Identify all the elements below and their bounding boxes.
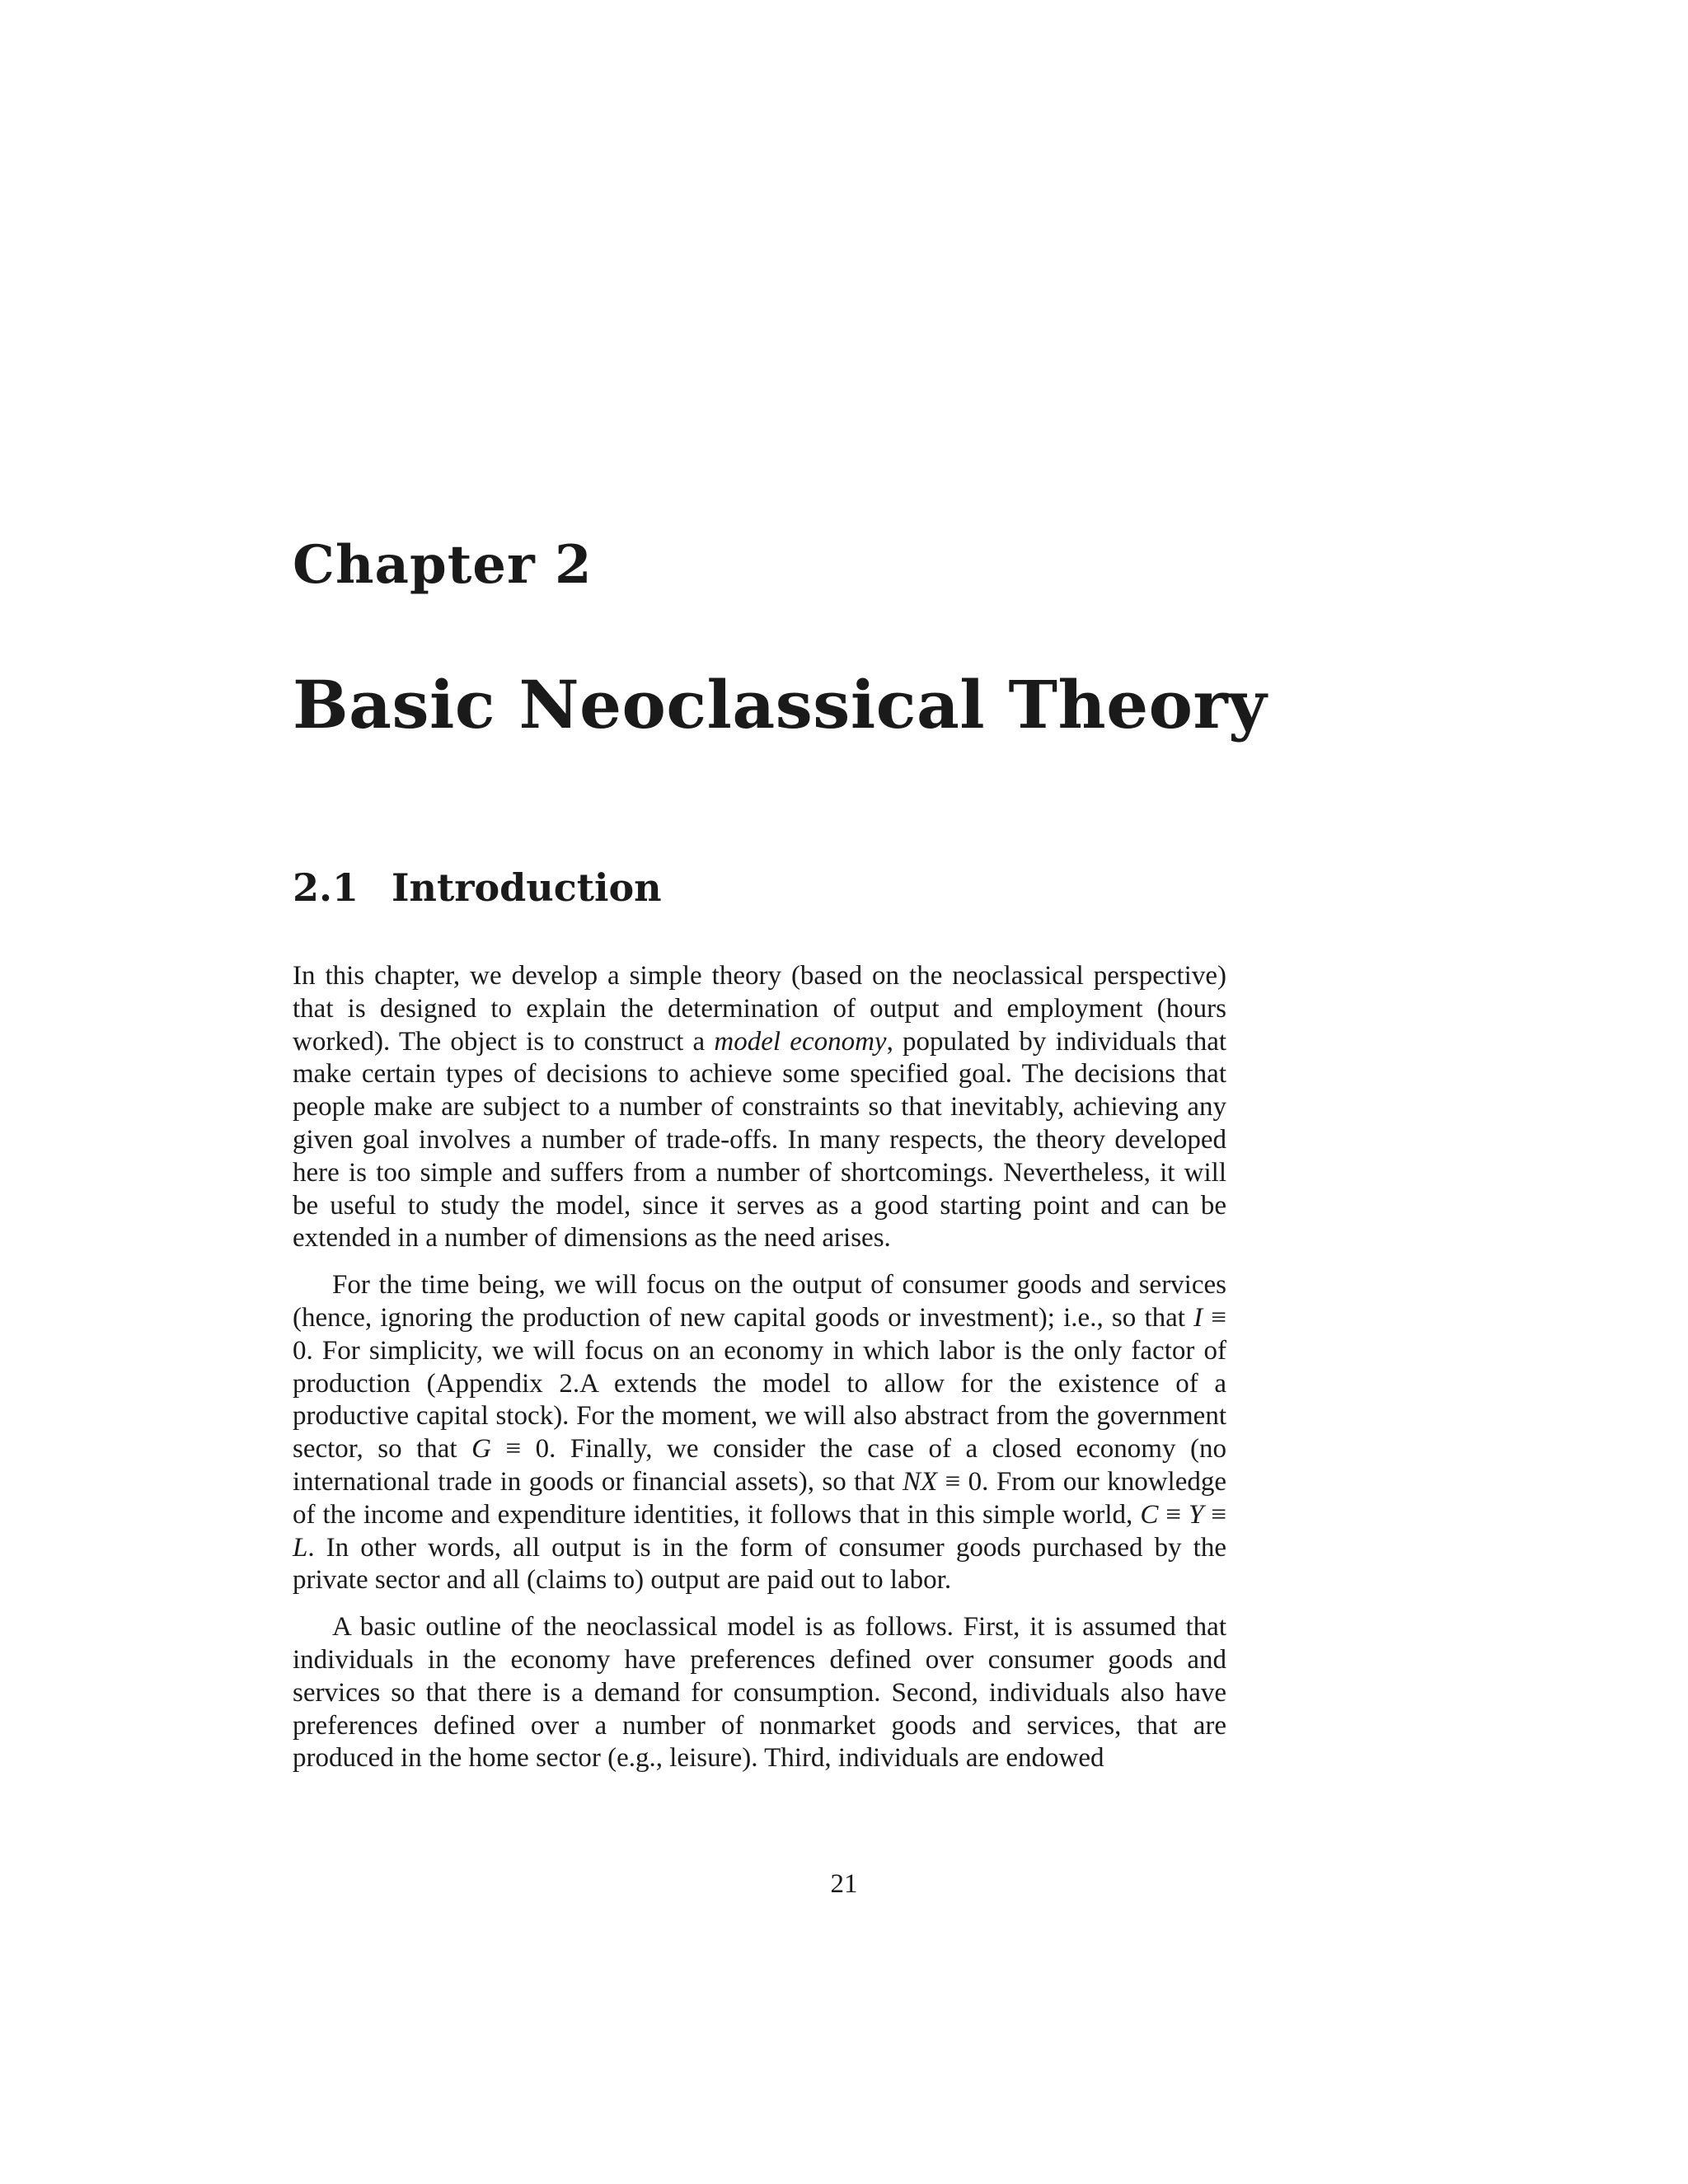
math-variable-y: Y (1189, 1499, 1204, 1530)
text-run: A basic outline of the neoclassical model is as follows. First, it is assumed that individuals in the economy have preferences defined over consumer goods and services so that there is a demand for consumption. Second, individuals also have preferences defined over a number of nonmarket goods and services, that are produced in the home sector (e.g., leisure). Third, individuals are endowed (293, 1612, 1226, 1774)
text-run: , populated by individuals that make certain types of decisions to achieve some specified goal. The decisions that people make are subject to a number of constraints so that inevitably, achieving any given goal involves a number of trade-offs. In many respects, the theory developed here is too simple and suffers from a number of shortcomings. Nevertheless, it will be useful to study the model, since it serves as a good starting point and can be extended in a number of dimensions as the need arises. (293, 1026, 1227, 1254)
text-run: For the time being, we will focus on the output of consumer goods and services (hence, ignoring the production of new capital goods or investment); i.e., so that (293, 1270, 1226, 1333)
text-run: ≡ (1203, 1499, 1226, 1530)
text-run: ≡ 0. From our knowledge of the income and expenditure identities, it follows that in this simple world, (293, 1466, 1226, 1530)
paragraph-3 (293, 1611, 1226, 1775)
text-run: ≡ (1158, 1499, 1189, 1530)
text-run: In this chapter, we develop a simple theory (based on the neoclassical perspective) that is designed to explain the determination of output and employment (hours worked). The object is to construct a (293, 961, 1226, 1057)
section-heading (293, 865, 662, 910)
text-run: ≡ 0. For simplicity, we will focus on an economy in which labor is the only factor of production (Appendix 2.A extends the model to allow for the existence of a productive capital stock). For the moment, we will also abstract from the government sector, so that (293, 1302, 1226, 1465)
page-number: 21 (830, 1869, 858, 1899)
math-variable-g: G (471, 1434, 491, 1465)
emphasis-model-economy: model economy (714, 1026, 887, 1057)
chapter-title: Basic Neoclassical Theory (293, 666, 1268, 743)
chapter-label: Chapter 2 (293, 534, 593, 596)
paragraph-2 (293, 1269, 1226, 1597)
body-text (293, 960, 1226, 1789)
text-run: ≡ 0. Finally, we consider the case of a closed economy (no international trade in goods or financial assets), so that (293, 1434, 1226, 1497)
section-number: 2.1 (293, 865, 359, 910)
math-variable-l: L (293, 1532, 308, 1563)
math-variable-i: I (1193, 1302, 1203, 1333)
paragraph-1 (293, 960, 1226, 1255)
section-title: Introduction (392, 865, 662, 910)
text-run: . In other words, all output is in the form of consumer goods purchased by the private sector and all (claims to) output are paid out to labor. (293, 1532, 1226, 1596)
math-variable-c: C (1140, 1499, 1159, 1530)
math-variable-nx: NX (903, 1466, 938, 1497)
